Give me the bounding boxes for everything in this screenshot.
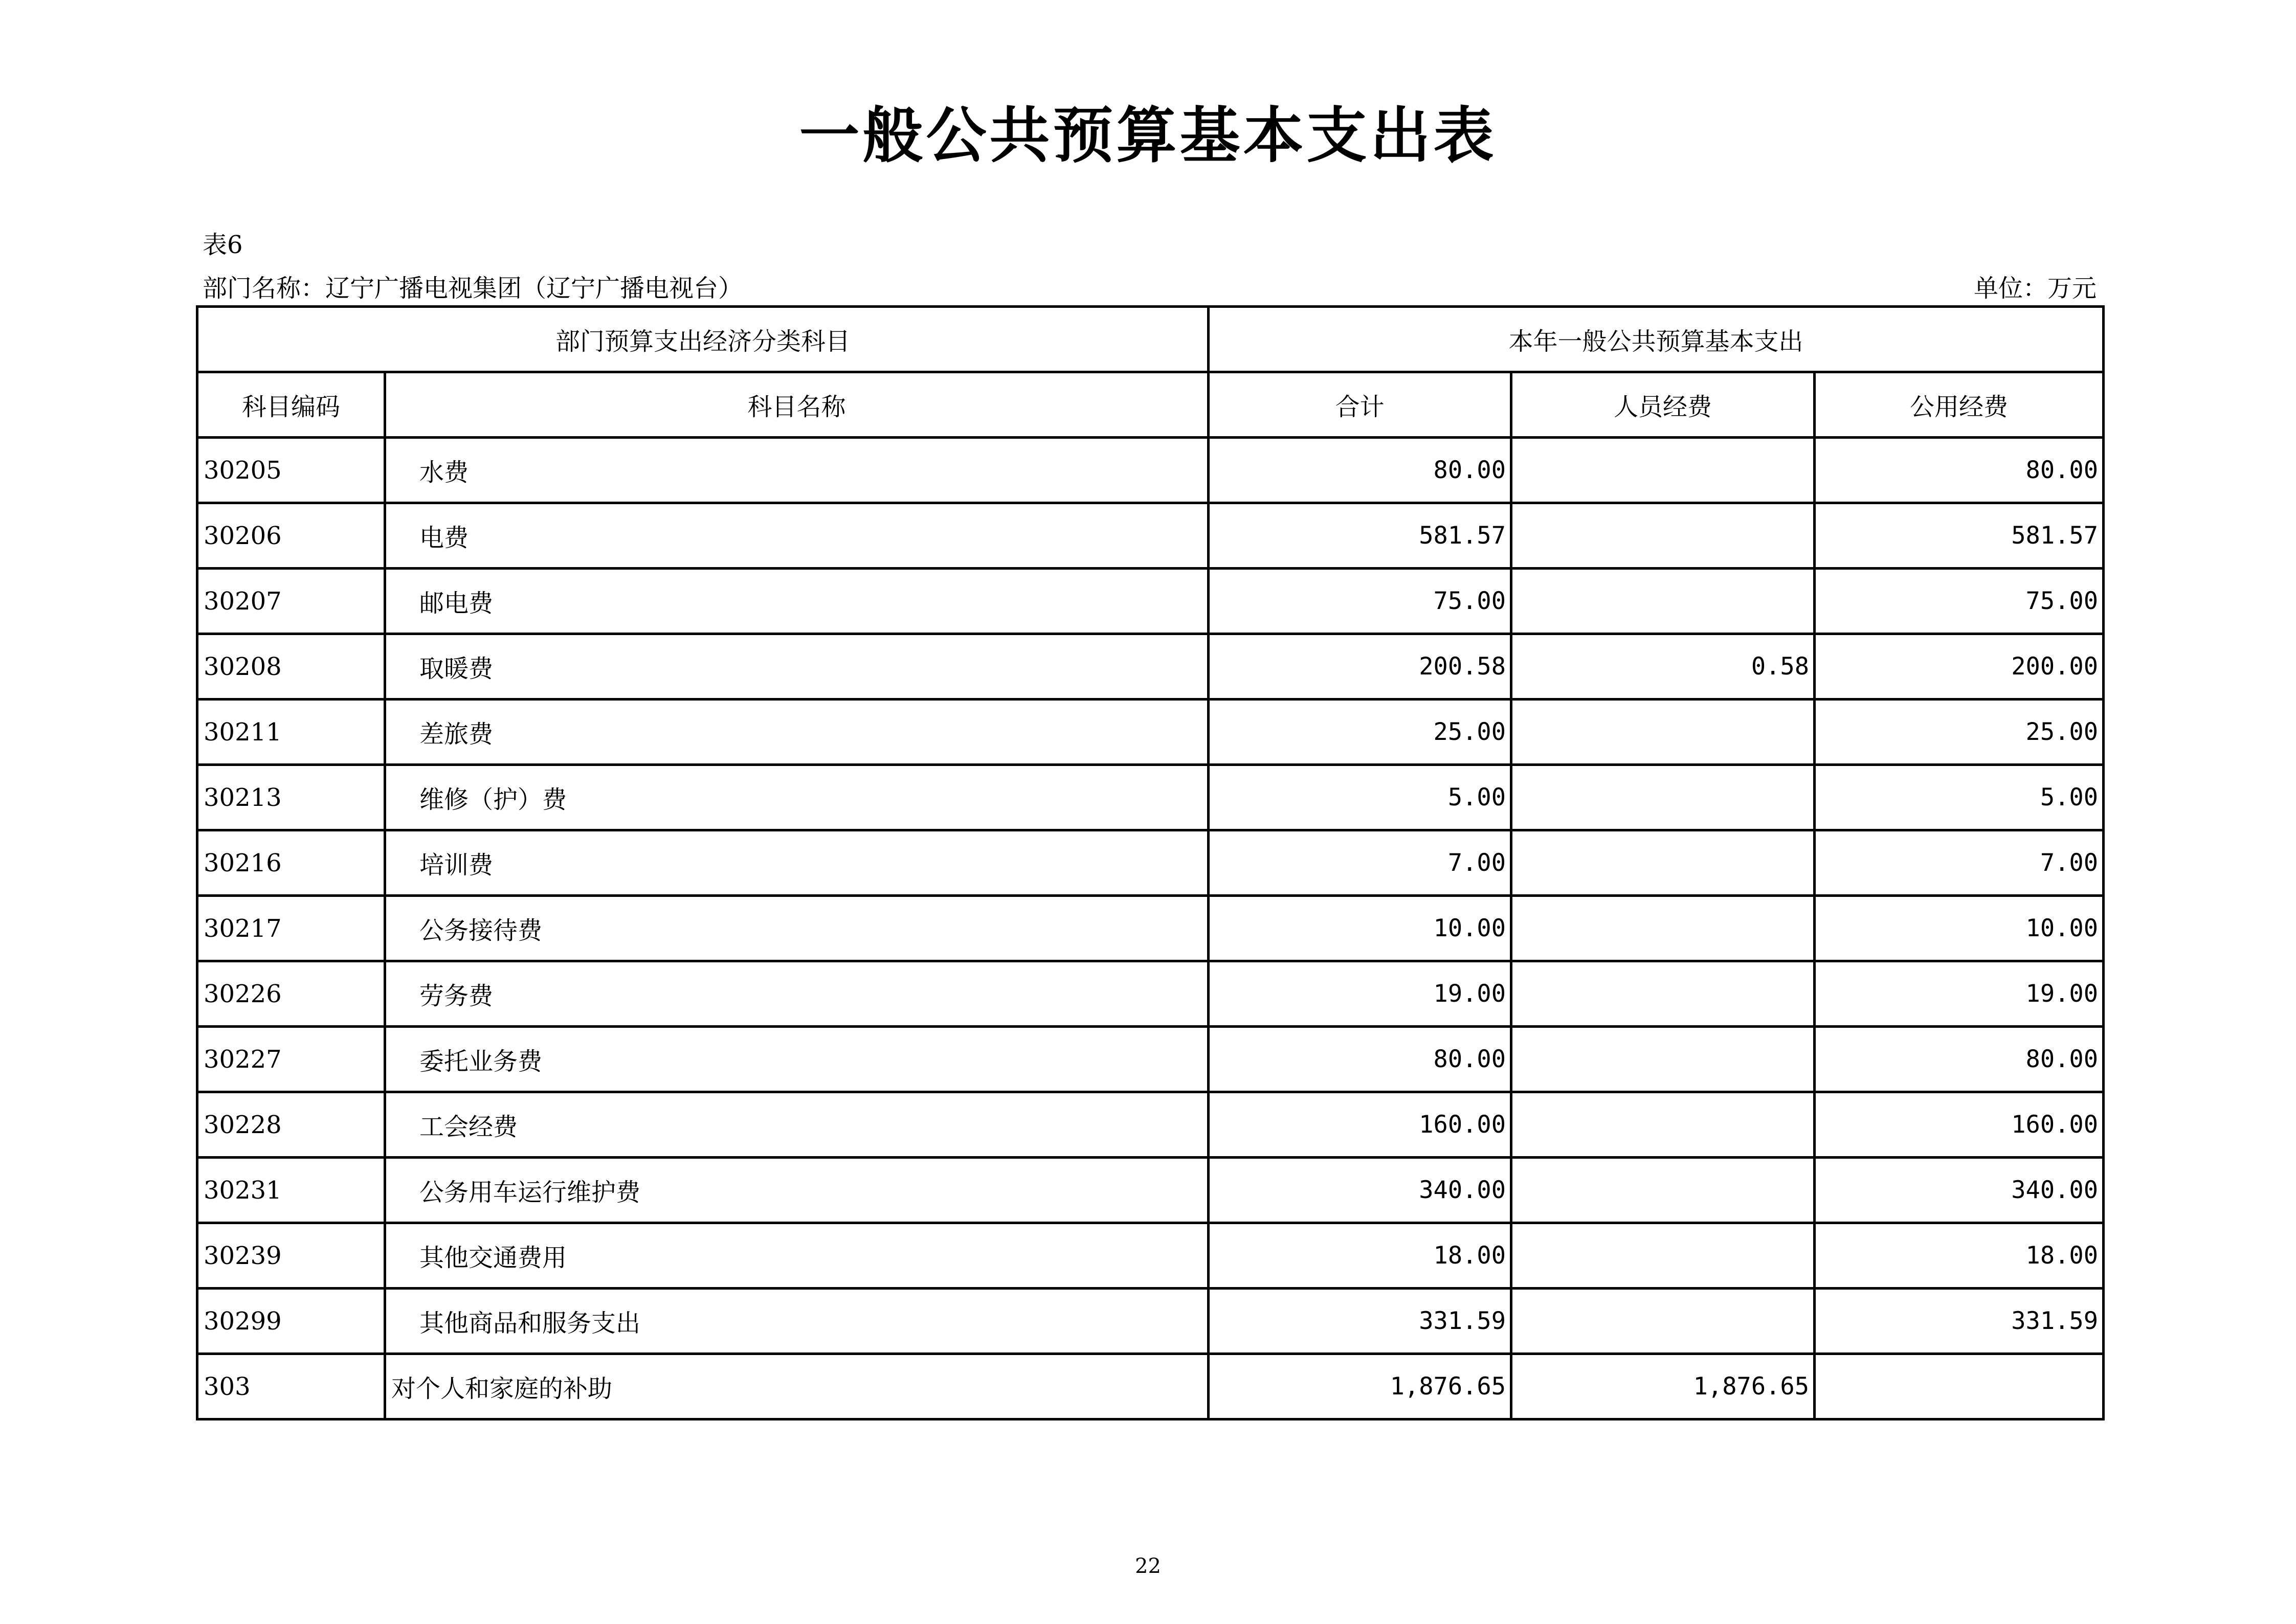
department-name: 部门名称：辽宁广播电视集团（辽宁广播电视台） <box>203 274 743 303</box>
page-number: 22 <box>1135 1554 1161 1578</box>
cell-personnel: 1,876.65 <box>1511 1354 1815 1419</box>
table-row <box>197 1223 2104 1289</box>
cell-code: 30228 <box>197 1092 385 1158</box>
cell-personnel <box>1511 438 1815 503</box>
cell-personnel <box>1511 1223 1815 1289</box>
cell-code: 30299 <box>197 1289 385 1354</box>
table-row <box>197 1354 2104 1419</box>
cell-total: 160.00 <box>1209 1092 1511 1158</box>
cell-total: 1,876.65 <box>1209 1354 1511 1419</box>
cell-code: 30217 <box>197 896 385 961</box>
cell-public: 200.00 <box>1815 634 2104 700</box>
cell-name: 工会经费 <box>385 1092 1209 1158</box>
cell-code: 30227 <box>197 1027 385 1092</box>
cell-public: 18.00 <box>1815 1223 2104 1289</box>
cell-personnel <box>1511 503 1815 569</box>
table-row <box>197 961 2104 1027</box>
header-name: 科目名称 <box>385 372 1209 438</box>
cell-total: 200.58 <box>1209 634 1511 700</box>
table-row <box>197 1027 2104 1092</box>
cell-code: 30206 <box>197 503 385 569</box>
cell-code: 30207 <box>197 569 385 634</box>
cell-total: 80.00 <box>1209 1027 1511 1092</box>
cell-personnel <box>1511 1027 1815 1092</box>
header-group-left: 部门预算支出经济分类科目 <box>197 307 1209 372</box>
cell-code: 30216 <box>197 830 385 896</box>
cell-name: 取暖费 <box>385 634 1209 700</box>
cell-name: 其他交通费用 <box>385 1223 1209 1289</box>
cell-public: 581.57 <box>1815 503 2104 569</box>
cell-total: 581.57 <box>1209 503 1511 569</box>
cell-public: 25.00 <box>1815 700 2104 765</box>
header-row-group <box>197 307 2104 372</box>
cell-code: 30226 <box>197 961 385 1027</box>
cell-total: 80.00 <box>1209 438 1511 503</box>
table-row <box>197 634 2104 700</box>
cell-total: 25.00 <box>1209 700 1511 765</box>
header-personnel: 人员经费 <box>1511 372 1815 438</box>
cell-personnel <box>1511 1289 1815 1354</box>
cell-name: 其他商品和服务支出 <box>385 1289 1209 1354</box>
cell-personnel <box>1511 1158 1815 1223</box>
cell-name: 培训费 <box>385 830 1209 896</box>
cell-name: 电费 <box>385 503 1209 569</box>
unit-label: 单位：万元 <box>1973 274 2097 303</box>
cell-code: 30205 <box>197 438 385 503</box>
cell-code: 30239 <box>197 1223 385 1289</box>
table-row <box>197 830 2104 896</box>
cell-public: 80.00 <box>1815 438 2104 503</box>
cell-name: 维修（护）费 <box>385 765 1209 830</box>
header-total: 合计 <box>1209 372 1511 438</box>
cell-public: 160.00 <box>1815 1092 2104 1158</box>
cell-public: 80.00 <box>1815 1027 2104 1092</box>
cell-public <box>1815 1354 2104 1419</box>
header-code: 科目编码 <box>197 372 385 438</box>
cell-name: 委托业务费 <box>385 1027 1209 1092</box>
cell-personnel <box>1511 700 1815 765</box>
cell-name: 公务接待费 <box>385 896 1209 961</box>
cell-personnel <box>1511 765 1815 830</box>
cell-code: 30211 <box>197 700 385 765</box>
table-row <box>197 438 2104 503</box>
cell-code: 30213 <box>197 765 385 830</box>
cell-total: 75.00 <box>1209 569 1511 634</box>
cell-total: 331.59 <box>1209 1289 1511 1354</box>
cell-personnel: 0.58 <box>1511 634 1815 700</box>
table-row <box>197 1092 2104 1158</box>
cell-personnel <box>1511 569 1815 634</box>
table-row <box>197 1158 2104 1223</box>
cell-personnel <box>1511 830 1815 896</box>
page-title: 一般公共预算基本支出表 <box>799 100 1497 171</box>
cell-name: 差旅费 <box>385 700 1209 765</box>
table-row <box>197 1289 2104 1354</box>
cell-total: 5.00 <box>1209 765 1511 830</box>
cell-total: 340.00 <box>1209 1158 1511 1223</box>
header-group-right: 本年一般公共预算基本支出 <box>1209 307 2104 372</box>
cell-public: 331.59 <box>1815 1289 2104 1354</box>
header-public: 公用经费 <box>1815 372 2104 438</box>
cell-code: 30231 <box>197 1158 385 1223</box>
cell-code: 303 <box>197 1354 385 1419</box>
budget-table <box>196 305 2105 1420</box>
table-row <box>197 896 2104 961</box>
table-row <box>197 700 2104 765</box>
cell-personnel <box>1511 896 1815 961</box>
cell-public: 5.00 <box>1815 765 2104 830</box>
table-row <box>197 569 2104 634</box>
cell-name: 对个人和家庭的补助 <box>385 1354 1209 1419</box>
cell-total: 18.00 <box>1209 1223 1511 1289</box>
table-row <box>197 503 2104 569</box>
cell-public: 19.00 <box>1815 961 2104 1027</box>
header-row-columns <box>197 372 2104 438</box>
cell-total: 10.00 <box>1209 896 1511 961</box>
cell-public: 7.00 <box>1815 830 2104 896</box>
cell-name: 水费 <box>385 438 1209 503</box>
cell-personnel <box>1511 961 1815 1027</box>
cell-total: 19.00 <box>1209 961 1511 1027</box>
cell-name: 公务用车运行维护费 <box>385 1158 1209 1223</box>
table-row <box>197 765 2104 830</box>
cell-code: 30208 <box>197 634 385 700</box>
cell-public: 75.00 <box>1815 569 2104 634</box>
cell-name: 邮电费 <box>385 569 1209 634</box>
cell-public: 10.00 <box>1815 896 2104 961</box>
cell-public: 340.00 <box>1815 1158 2104 1223</box>
cell-name: 劳务费 <box>385 961 1209 1027</box>
cell-personnel <box>1511 1092 1815 1158</box>
table-number: 表6 <box>203 231 243 259</box>
cell-total: 7.00 <box>1209 830 1511 896</box>
